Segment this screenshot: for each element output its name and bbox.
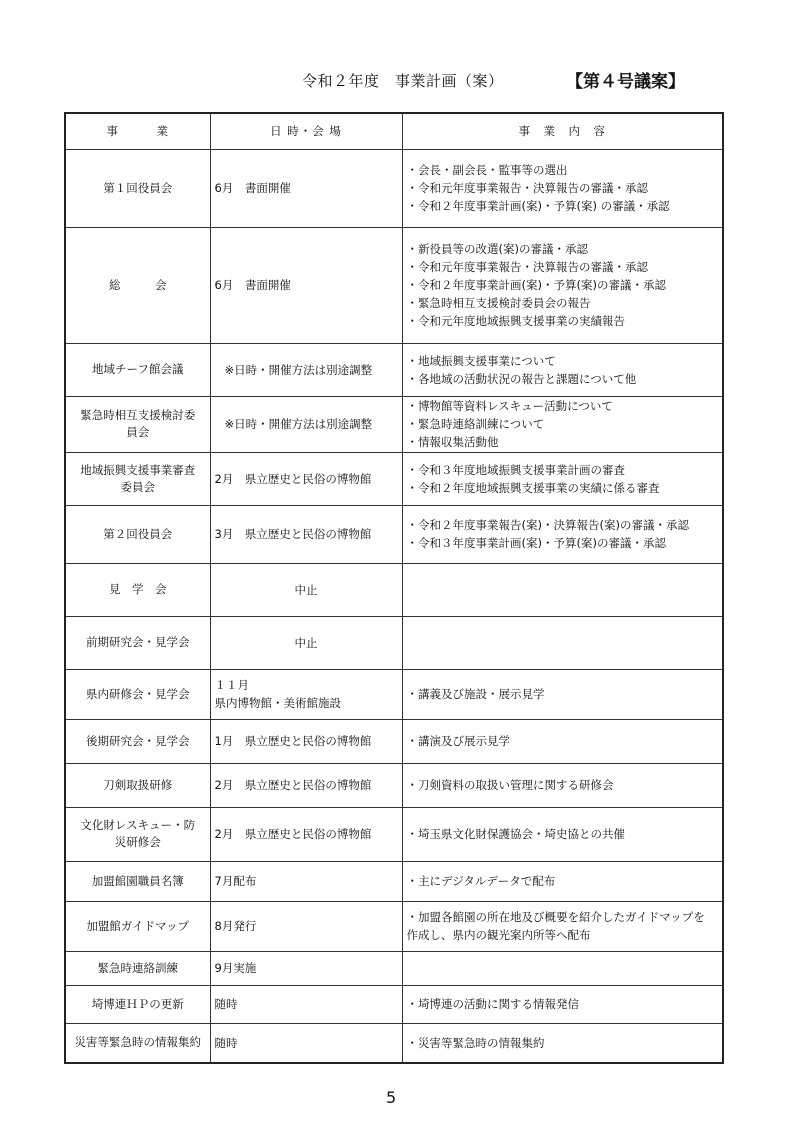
column-header-business: 事 業 <box>65 113 210 149</box>
content-line: ・令和３年度事業計画(案)・予算(案)の審議・承認 <box>406 536 666 550</box>
business-name-cell: 災害等緊急時の情報集約 <box>65 1023 210 1063</box>
table-row <box>65 951 723 985</box>
date-venue-cell: ※日時・開催方法は別途調整 <box>210 396 402 452</box>
content-line: ・緊急時相互支援検討委員会の報告 <box>406 296 591 310</box>
business-name-cell: 刀剣取扱研修 <box>65 763 210 807</box>
business-name-cell: 緊急時連絡訓練 <box>65 951 210 985</box>
business-name-cell: 地域振興支援事業審査委員会 <box>65 452 210 505</box>
business-plan-table <box>64 112 724 1064</box>
table-header-row <box>65 113 723 149</box>
page-title: 令和２年度 事業計画（案） <box>302 72 504 90</box>
column-header-content: 事 業 内 容 <box>402 113 723 149</box>
date-venue-cell: 3月 県立歴史と民俗の博物館 <box>210 505 402 563</box>
page-number: 5 <box>386 1088 397 1107</box>
content-line: 作成し、県内の観光案内所等へ配布 <box>406 928 591 942</box>
date-venue-cell: 9月実施 <box>210 951 402 985</box>
content-line: ・地域振興支援事業について <box>406 353 556 368</box>
content-cell <box>402 452 723 505</box>
business-name-cell: 総 会 <box>65 227 210 343</box>
table-row <box>65 669 723 719</box>
content-line: ・令和元年度事業報告・決算報告の審議・承認 <box>406 181 648 195</box>
date-venue-cell: ※日時・開催方法は別途調整 <box>210 343 402 396</box>
table-row <box>65 343 723 396</box>
content-cell <box>402 951 723 985</box>
content-cell <box>402 1023 723 1063</box>
content-cell <box>402 985 723 1023</box>
content-line: ・各地域の活動状況の報告と課題について他 <box>406 371 637 386</box>
date-venue-cell: 随時 <box>210 985 402 1023</box>
content-line: ・講演及び展示見学 <box>406 734 510 748</box>
table-row <box>65 807 723 861</box>
table-row <box>65 452 723 505</box>
content-cell <box>402 227 723 343</box>
date-venue-cell: 2月 県立歴史と民俗の博物館 <box>210 452 402 505</box>
content-cell <box>402 861 723 901</box>
business-name-cell: 加盟館園職員名簿 <box>65 861 210 901</box>
table-row <box>65 505 723 563</box>
table-row <box>65 985 723 1023</box>
date-venue-cell: １１月 県内博物館・美術館施設 <box>210 669 402 719</box>
business-name-cell: 後期研究会・見学会 <box>65 719 210 763</box>
table-row <box>65 1023 723 1063</box>
business-name-cell: 前期研究会・見学会 <box>65 616 210 669</box>
business-name-cell: 文化財レスキュー・防災研修会 <box>65 807 210 861</box>
table-row <box>65 227 723 343</box>
table-row <box>65 861 723 901</box>
table-row <box>65 763 723 807</box>
date-venue-cell: 2月 県立歴史と民俗の博物館 <box>210 807 402 861</box>
date-venue-cell: 中止 <box>210 563 402 616</box>
content-cell <box>402 396 723 452</box>
content-line: ・情報収集活動他 <box>406 435 499 449</box>
content-cell <box>402 505 723 563</box>
date-venue-cell: 2月 県立歴史と民俗の博物館 <box>210 763 402 807</box>
table-row <box>65 563 723 616</box>
date-venue-cell: 8月発行 <box>210 901 402 951</box>
content-line: ・主にデジタルデータで配布 <box>406 874 556 888</box>
business-name-cell: 第１回役員会 <box>65 149 210 227</box>
content-line: ・令和２年度事業計画(案)・予算(案)の審議・承認 <box>406 278 666 292</box>
business-name-cell: 見 学 会 <box>65 563 210 616</box>
content-line: ・博物館等資料レスキュー活動について <box>406 399 613 413</box>
business-name-cell: 地域チーフ館会議 <box>65 343 210 396</box>
content-line: ・令和２年度事業報告(案)・決算報告(案)の審議・承認 <box>406 518 689 532</box>
content-cell <box>402 763 723 807</box>
business-name-cell: 埼博連ＨＰの更新 <box>65 985 210 1023</box>
table-row <box>65 149 723 227</box>
content-cell <box>402 669 723 719</box>
date-venue-cell: 1月 県立歴史と民俗の博物館 <box>210 719 402 763</box>
business-name-cell: 緊急時相互支援検討委員会 <box>65 396 210 452</box>
content-line: ・災害等緊急時の情報集約 <box>406 1035 545 1050</box>
content-line: ・埼玉県文化財保護協会・埼史協との共催 <box>406 827 625 841</box>
table-row <box>65 719 723 763</box>
table-row <box>65 901 723 951</box>
table-row <box>65 616 723 669</box>
date-venue-cell: 6月 書面開催 <box>210 227 402 343</box>
content-cell <box>402 901 723 951</box>
content-line: ・令和３年度地域振興支援事業計画の審査 <box>406 462 625 477</box>
content-line: ・令和２年度地域振興支援事業の実績に係る審査 <box>406 480 660 495</box>
date-venue-cell: 7月配布 <box>210 861 402 901</box>
date-venue-cell: 随時 <box>210 1023 402 1063</box>
content-line: ・講義及び施設・展示見学 <box>406 687 545 701</box>
content-line: ・会長・副会長・監事等の選出 <box>406 163 568 177</box>
content-cell <box>402 149 723 227</box>
business-name-cell: 第２回役員会 <box>65 505 210 563</box>
content-cell <box>402 719 723 763</box>
content-cell <box>402 563 723 616</box>
date-venue-cell: 6月 書面開催 <box>210 149 402 227</box>
agenda-number-badge: 【第４号議案】 <box>566 72 685 92</box>
table-row <box>65 396 723 452</box>
business-name-cell: 県内研修会・見学会 <box>65 669 210 719</box>
content-line: ・刀剣資料の取扱い管理に関する研修会 <box>406 778 614 792</box>
content-line: ・令和元年度地域振興支援事業の実績報告 <box>406 314 625 328</box>
date-venue-cell: 中止 <box>210 616 402 669</box>
content-line: ・令和元年度事業報告・決算報告の審議・承認 <box>406 260 648 274</box>
content-cell <box>402 616 723 669</box>
content-cell <box>402 807 723 861</box>
business-name-cell: 加盟館ガイドマップ <box>65 901 210 951</box>
content-line: ・埼博連の活動に関する情報発信 <box>406 997 579 1011</box>
content-line: ・新役員等の改選(案)の審議・承認 <box>406 242 588 256</box>
content-line: ・加盟各館園の所在地及び概要を紹介したガイドマップを <box>406 910 705 924</box>
content-line: ・令和２年度事業計画(案)・予算(案) の審議・承認 <box>406 199 670 213</box>
column-header-date-venue: 日 時・会 場 <box>210 113 402 149</box>
content-line: ・緊急時連絡訓練について <box>406 417 545 431</box>
content-cell <box>402 343 723 396</box>
